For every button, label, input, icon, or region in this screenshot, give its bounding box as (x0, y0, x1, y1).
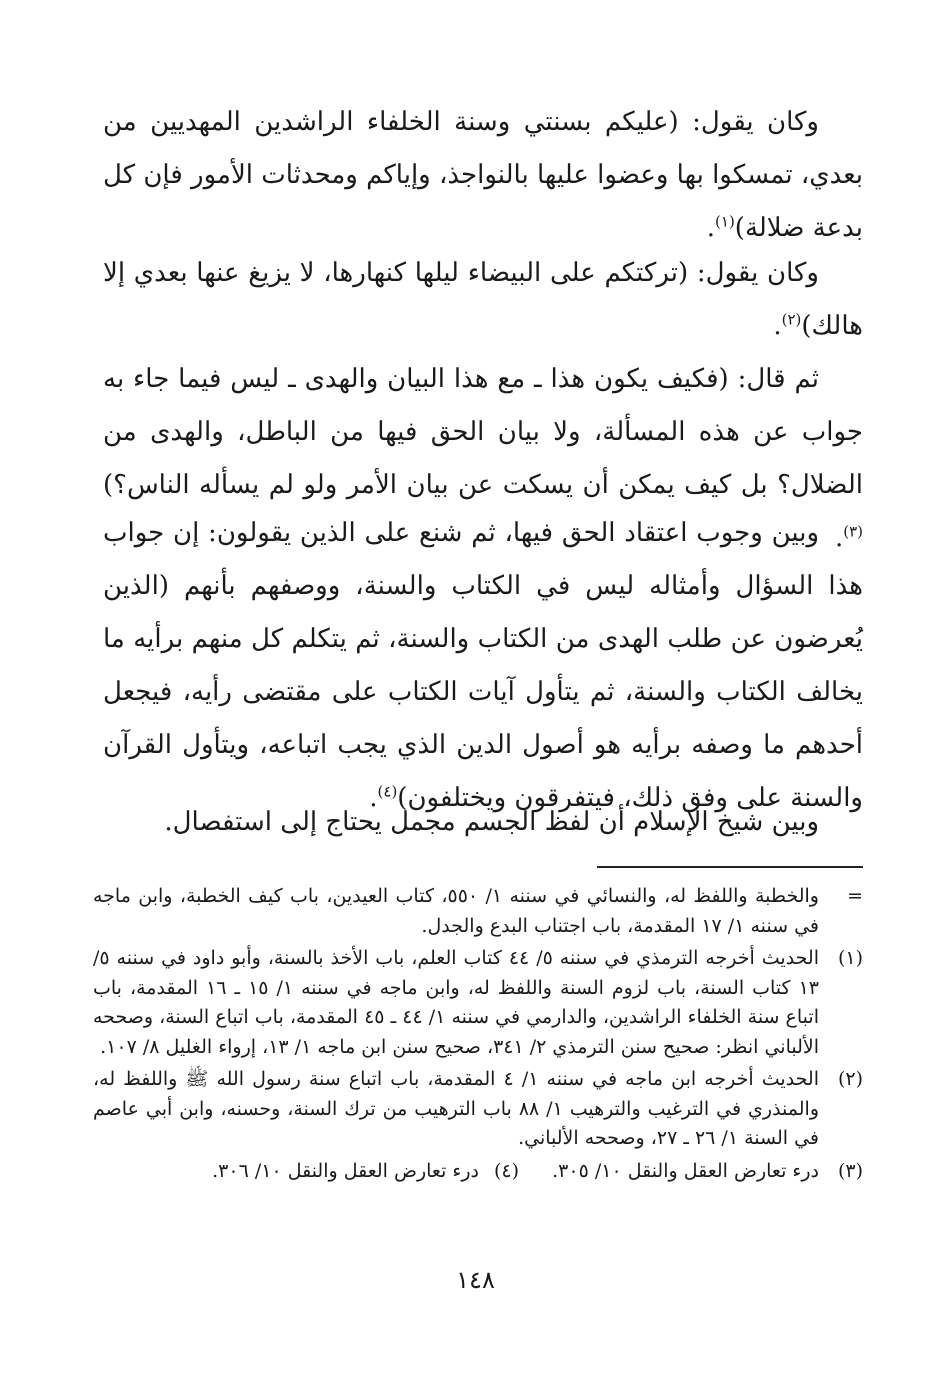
footnote-3-text: درء تعارض العقل والنقل ١٠/ ٣٠٥. (552, 1159, 819, 1182)
footnote-3-number: (٣) (837, 1159, 863, 1182)
footnotes (93, 882, 863, 1186)
footnote-ref-3: (٣) (843, 522, 863, 541)
footnote-4-number: (٤) (493, 1159, 519, 1182)
footnote-ref-4: (٤) (377, 782, 398, 801)
footnote-separator (597, 866, 863, 868)
paragraph-1-tail: . (706, 213, 716, 243)
footnote-2-text: الحديث أخرجه ابن ماجه في سننه ١/ ٤ المقدمة، باب اتباع سنة رسول الله ﷺ واللفظ له، والمنذري في الترغيب والترهيب ١/ ٨٨ باب الترهيب من ترك السنة، وحسنه، وابن أبي عاصم في السنة ١/ ٢٦ ـ ٢٧، وصححه الألباني. (93, 1068, 819, 1149)
footnote-ref-1: (١) (715, 212, 735, 231)
paragraph-2-tail: . (773, 311, 782, 341)
footnote-1-text: الحديث أخرجه الترمذي في سننه ٥/ ٤٤ كتاب العلم، باب الأخذ بالسنة، وأبو داود في سننه ٥/ ١٣ كتاب السنة، باب لزوم السنة واللفظ له، وابن ماجه في سننه ١/ ١٥ ـ ١٦ المقدمة، باب اتباع سنة الخلفاء الراشدين، والدارمي في سننه ١/ ٤٤ ـ ٤٥ المقدمة، باب اتباع السنة، وصححه الألباني انظر: صحيح سنن الترمذي ٢/ ٣٤١، صحيح سنن ابن ماجه ١/ ١٣، إرواء الغليل ٨/ ١٠٧. (93, 947, 819, 1058)
footnote-continuation (93, 882, 863, 941)
paragraph-2 (103, 247, 863, 353)
continuation-text: والخطبة واللفظ له، والنسائي في سننه ١/ ٥٥٠، كتاب العيدين، باب كيف الخطبة، وابن ماجه في سننه ١/ ١٧ المقدمة، باب اجتناب البدع والجدل. (93, 885, 819, 937)
continuation-marker: = (847, 885, 863, 907)
footnote-3-4-line (93, 1157, 863, 1187)
paragraph-1 (103, 96, 863, 255)
paragraph-2-text: وكان يقول: (تركتكم على البيضاء ليلها كنهارها، لا يزيغ عنها بعدي إلا هالك) (103, 258, 863, 341)
footnote-2 (93, 1065, 863, 1154)
paragraph-3-text: ثم قال: (فكيف يكون هذا ـ مع هذا البيان والهدى ـ ليس فيما جاء به جواب عن هذه المسألة، ولا بيان الحق فيها من الباطل، والهدى من الضلال؟ بل كيف يمكن أن يسكت عن بيان الأمر ولو لم يسأله الناس؟) (103, 364, 864, 500)
paragraph-4-text: وبين وجوب اعتقاد الحق فيها، ثم شنع على الذين يقولون: إن جواب هذا السؤال وأمثاله ليس في الكتاب والسنة، ووصفهم بأنهم (الذين يُعرضون عن طلب الهدى من الكتاب والسنة، ثم يتكلم كل منهم برأيه ما يخالف الكتاب والسنة، ثم يتأول آيات الكتاب على مقتضى رأيه، فيجعل أحدهم ما وصفه برأيه هو أصول الدين الذي يجب اتباعه، ويتأول القرآن والسنة على وفق ذلك، فيتفرقون ويختلفون) (103, 518, 863, 813)
footnote-1 (93, 944, 863, 1062)
footnote-1-number: (١) (837, 947, 863, 969)
footnote-4-text: درء تعارض العقل والنقل ١٠/ ٣٠٦. (212, 1159, 479, 1182)
paragraph-4 (103, 507, 863, 825)
paragraph-4-tail: . (369, 783, 378, 813)
paragraph-1-text: وكان يقول: (عليكم بسنتي وسنة الخلفاء الراشدين المهديين من بعدي، تمسكوا بها وعضوا عليها بالنواجذ، وإياكم ومحدثات الأمور فإن كل بدعة ضلالة) (103, 107, 863, 243)
page-number: ١٤٨ (456, 1266, 495, 1294)
footnote-ref-2: (٢) (781, 310, 802, 329)
paragraph-5-text: وبين شيخ الإسلام أن لفظ الجسم مجمل يحتاج إلى استفصال. (164, 807, 819, 837)
paragraph-5 (103, 796, 863, 849)
paragraph-3-tail: . (834, 523, 844, 553)
footnote-2-number: (٢) (837, 1068, 863, 1090)
